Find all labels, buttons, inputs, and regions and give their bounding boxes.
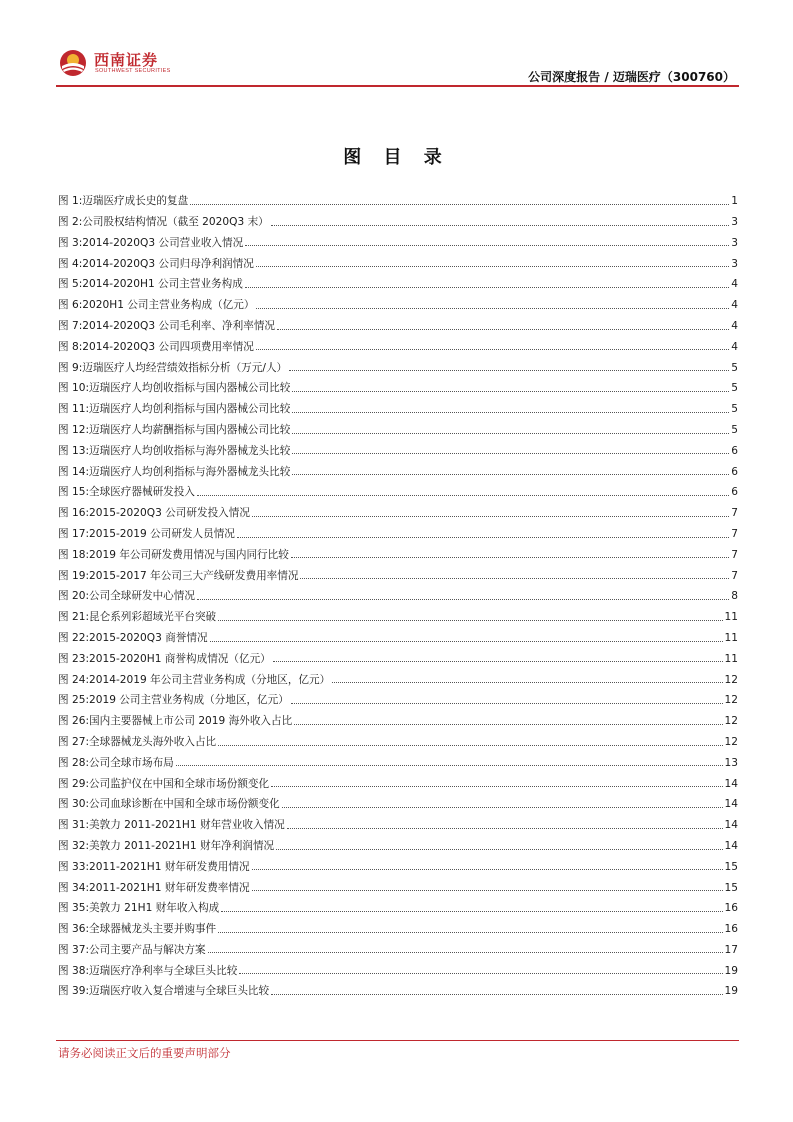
toc-entry-page: 12 [724, 673, 738, 686]
toc-leader-dots [239, 972, 722, 974]
toc-entry[interactable] [58, 623, 738, 644]
toc-entry[interactable] [58, 186, 738, 207]
toc-entry-label: 图 10: [58, 382, 90, 395]
toc-entry-label: 图 31: [58, 819, 90, 832]
report-title: 公司深度报告 / 迈瑞医疗（300760） [528, 70, 735, 84]
toc-leader-dots [292, 473, 729, 475]
toc-leader-dots [245, 244, 729, 246]
toc-entry-label: 图 11: [58, 403, 90, 416]
toc-entry[interactable] [58, 644, 738, 665]
toc-entry-label: 图 1: [58, 195, 83, 208]
toc-entry-title: 美敦力 2011-2021H1 财年营业收入情况 [89, 819, 285, 832]
toc-entry-title: 全球器械龙头海外收入占比 [89, 735, 217, 748]
toc-entry[interactable] [58, 373, 738, 394]
toc-entry-page: 6 [731, 465, 738, 478]
toc-entry-page: 11 [724, 631, 738, 644]
toc-leader-dots [197, 494, 729, 496]
toc-entry-title: 2020H1 公司主营业务构成（亿元） [82, 299, 255, 312]
toc-entry-page: 6 [731, 486, 738, 499]
toc-entry-title: 2015-2019 公司研发人员情况 [89, 527, 235, 540]
toc-entry[interactable] [58, 685, 738, 706]
toc-entry-title: 公司血球诊断在中国和全球市场份额变化 [89, 798, 280, 811]
toc-entry[interactable] [58, 290, 738, 311]
toc-entry-title: 全球医疗器械研发投入 [89, 486, 195, 499]
toc-entry-label: 图 13: [58, 444, 90, 457]
toc-entry[interactable] [58, 831, 738, 852]
toc-entry-title: 迈瑞医疗收入复合增速与全球巨头比较 [89, 985, 270, 998]
toc-leader-dots [292, 452, 729, 454]
toc-leader-dots [291, 556, 729, 558]
toc-entry-page: 12 [724, 694, 738, 707]
toc-entry-page: 3 [731, 257, 738, 270]
toc-entry-label: 图 4: [58, 257, 83, 270]
toc-entry-page: 4 [731, 299, 738, 312]
toc-entry-page: 1 [731, 195, 738, 208]
toc-leader-dots [291, 702, 723, 704]
toc-leader-dots [245, 286, 729, 288]
toc-entry-title: 2015-2017 年公司三大产线研发费用率情况 [89, 569, 299, 582]
toc-entry-page: 7 [731, 548, 738, 561]
toc-entry-label: 图 12: [58, 423, 90, 436]
toc-leader-dots [276, 848, 722, 850]
toc-entry-title: 迈瑞医疗人均经营绩效指标分析（万元/人） [82, 361, 288, 374]
toc-entry-label: 图 28: [58, 756, 90, 769]
toc-leader-dots [252, 889, 723, 891]
toc-entry-label: 图 19: [58, 569, 90, 582]
toc-leader-dots [237, 536, 729, 538]
toc-leader-dots [287, 827, 723, 829]
figure-table-of-contents [58, 186, 738, 997]
toc-entry[interactable] [58, 581, 738, 602]
header-divider [56, 85, 739, 87]
toc-entry-label: 图 26: [58, 715, 90, 728]
toc-entry[interactable] [58, 893, 738, 914]
toc-entry-page: 4 [731, 278, 738, 291]
toc-leader-dots [332, 681, 722, 683]
toc-entry[interactable] [58, 352, 738, 373]
toc-entry-label: 图 27: [58, 735, 90, 748]
toc-leader-dots [273, 660, 723, 662]
toc-entry-page: 7 [731, 507, 738, 520]
toc-leader-dots [197, 598, 729, 600]
toc-entry-page: 7 [731, 569, 738, 582]
toc-entry-title: 2015-2020Q3 商誉情况 [89, 631, 208, 644]
toc-entry[interactable] [58, 248, 738, 269]
toc-entry-page: 19 [724, 964, 738, 977]
toc-entry[interactable] [58, 332, 738, 353]
toc-entry[interactable] [58, 498, 738, 519]
company-logo [58, 44, 188, 80]
toc-entry-label: 图 23: [58, 652, 90, 665]
toc-entry-title: 公司监护仪在中国和全球市场份额变化 [89, 777, 270, 790]
toc-entry-label: 图 30: [58, 798, 90, 811]
toc-entry-page: 6 [731, 444, 738, 457]
toc-entry-title: 美敦力 2011-2021H1 财年净利润情况 [89, 839, 275, 852]
toc-entry-title: 迈瑞医疗净利率与全球巨头比较 [89, 964, 238, 977]
toc-entry[interactable] [58, 394, 738, 415]
toc-entry-label: 图 33: [58, 860, 90, 873]
toc-entry-title: 2014-2020Q3 公司归母净利润情况 [82, 257, 254, 270]
toc-entry-title: 2014-2020H1 公司主营业务构成 [82, 278, 243, 291]
toc-entry-label: 图 24: [58, 673, 90, 686]
toc-entry-label: 图 20: [58, 590, 90, 603]
toc-entry-label: 图 2: [58, 216, 83, 228]
footer-notice: 请务必阅读正文后的重要声明部分 [58, 1046, 231, 1060]
toc-entry-page: 14 [724, 777, 738, 790]
toc-entry-title: 迈瑞医疗人均创利指标与海外器械龙头比较 [89, 465, 291, 478]
toc-entry[interactable] [58, 914, 738, 935]
toc-leader-dots [218, 931, 722, 933]
toc-entry-label: 图 18: [58, 548, 90, 561]
toc-entry-title: 2011-2021H1 财年研发费用情况 [89, 860, 250, 873]
toc-entry-page: 14 [724, 819, 738, 832]
toc-entry-page: 4 [731, 340, 738, 353]
toc-entry-label: 图 35: [58, 902, 90, 915]
toc-entry[interactable] [58, 540, 738, 561]
toc-entry-label: 图 9: [58, 361, 83, 374]
toc-entry[interactable] [58, 436, 738, 457]
toc-leader-dots [208, 951, 723, 953]
toc-entry-label: 图 5: [58, 278, 83, 291]
toc-entry-page: 13 [724, 756, 738, 769]
toc-entry[interactable] [58, 560, 738, 581]
toc-entry-page: 16 [724, 902, 738, 915]
toc-entry-title: 公司主要产品与解决方案 [89, 943, 206, 956]
toc-leader-dots [294, 723, 722, 725]
toc-leader-dots [271, 224, 729, 226]
toc-entry-title: 2014-2019 年公司主营业务构成（分地区，亿元） [89, 673, 331, 686]
toc-entry-label: 图 36: [58, 923, 90, 936]
toc-entry[interactable] [58, 976, 738, 997]
toc-entry-title: 迈瑞医疗人均创收指标与海外器械龙头比较 [89, 444, 291, 457]
toc-entry-title: 公司全球研发中心情况 [89, 590, 195, 603]
toc-leader-dots [221, 910, 722, 912]
toc-entry[interactable] [58, 955, 738, 976]
toc-entry-label: 图 15: [58, 486, 90, 499]
toc-entry-title: 2014-2020Q3 公司四项费用率情况 [82, 340, 254, 353]
toc-entry[interactable] [58, 456, 738, 477]
toc-leader-dots [252, 515, 729, 517]
toc-leader-dots [252, 868, 723, 870]
toc-entry[interactable] [58, 789, 738, 810]
toc-entry-page: 19 [724, 985, 738, 998]
toc-entry-label: 图 25: [58, 694, 90, 707]
toc-entry-page: 15 [724, 881, 738, 894]
toc-entry-title: 2019 公司主营业务构成（分地区，亿元） [89, 694, 289, 707]
logo-english-name: SOUTHWEST SECURITIES [95, 68, 171, 74]
toc-leader-dots [256, 307, 729, 309]
toc-entry-page: 11 [724, 652, 738, 665]
toc-entry-page: 12 [724, 735, 738, 748]
toc-entry-label: 图 16: [58, 507, 90, 520]
toc-entry-page: 8 [731, 590, 738, 603]
logo-chinese-name: 西南证券 [94, 51, 159, 69]
logo-sun-icon [58, 48, 88, 78]
toc-entry-title: 2014-2020Q3 公司营业收入情况 [82, 236, 244, 249]
toc-entry-title: 2015-2020H1 商誉构成情况（亿元） [89, 652, 271, 665]
toc-leader-dots [176, 764, 723, 766]
toc-leader-dots [256, 265, 729, 267]
toc-entry[interactable] [58, 602, 738, 623]
toc-leader-dots [282, 806, 723, 808]
toc-entry-title: 公司全球市场布局 [89, 756, 174, 769]
toc-entry-page: 14 [724, 798, 738, 811]
toc-entry-page: 5 [731, 361, 738, 374]
toc-entry-title: 迈瑞医疗人均薪酬指标与国内器械公司比较 [89, 423, 291, 436]
toc-entry-page: 12 [724, 715, 738, 728]
toc-entry-label: 图 22: [58, 631, 90, 644]
toc-entry-title: 2014-2020Q3 公司毛利率、净利率情况 [82, 319, 276, 332]
toc-entry[interactable] [58, 477, 738, 498]
toc-entry[interactable] [58, 311, 738, 332]
toc-entry[interactable] [58, 935, 738, 956]
toc-entry[interactable] [58, 269, 738, 290]
toc-entry-label: 图 38: [58, 964, 90, 977]
toc-entry[interactable] [58, 519, 738, 540]
toc-entry[interactable] [58, 768, 738, 789]
toc-entry-title: 迈瑞医疗成长史的复盘 [82, 195, 189, 208]
toc-entry-page: 3 [731, 236, 738, 249]
toc-entry[interactable] [58, 415, 738, 436]
toc-entry-title: 全球器械龙头主要并购事件 [89, 923, 217, 936]
toc-entry-label: 图 17: [58, 527, 90, 540]
toc-leader-dots [256, 348, 729, 350]
toc-entry-label: 图 32: [58, 839, 90, 852]
toc-entry[interactable] [58, 748, 738, 769]
toc-entry-label: 图 29: [58, 777, 90, 790]
toc-entry[interactable] [58, 727, 738, 748]
toc-entry[interactable] [58, 706, 738, 727]
toc-leader-dots [292, 411, 729, 413]
toc-entry-title: 迈瑞医疗人均创收指标与国内器械公司比较 [89, 382, 291, 395]
toc-entry-title: 2015-2020Q3 公司研发投入情况 [89, 507, 250, 520]
toc-entry-page: 11 [724, 611, 738, 624]
toc-entry-page: 7 [731, 527, 738, 540]
toc-leader-dots [300, 577, 729, 579]
toc-entry-label: 图 6: [58, 299, 83, 312]
toc-entry-label: 图 8: [58, 340, 83, 353]
toc-leader-dots [292, 390, 729, 392]
toc-leader-dots [289, 369, 729, 371]
toc-entry-label: 图 3: [58, 236, 83, 249]
toc-entry-label: 图 7: [58, 319, 83, 332]
toc-entry[interactable] [58, 872, 738, 893]
toc-entry[interactable] [58, 852, 738, 873]
footer-divider [56, 1040, 739, 1041]
toc-entry-page: 5 [731, 423, 738, 436]
toc-entry-page: 14 [724, 839, 738, 852]
toc-leader-dots [277, 328, 729, 330]
toc-entry-title: 国内主要器械上市公司 2019 海外收入占比 [89, 715, 293, 728]
toc-entry-page: 3 [731, 216, 738, 228]
toc-entry-title: 昆仑系列彩超域光平台突破 [89, 611, 217, 624]
toc-entry-title: 美敦力 21H1 财年收入构成 [89, 902, 220, 915]
toc-entry-title: 迈瑞医疗人均创利指标与国内器械公司比较 [89, 403, 291, 416]
toc-entry-label: 图 37: [58, 943, 90, 956]
toc-entry-title: 2019 年公司研发费用情况与国内同行比较 [89, 548, 289, 561]
toc-entry-label: 图 34: [58, 881, 90, 894]
toc-entry-label: 图 21: [58, 611, 90, 624]
toc-entry-page: 16 [724, 923, 738, 936]
toc-entry-label: 图 14: [58, 465, 90, 478]
toc-entry-page: 4 [731, 319, 738, 332]
toc-entry-page: 15 [724, 860, 738, 873]
toc-entry-title: 2011-2021H1 财年研发费率情况 [89, 881, 250, 894]
toc-leader-dots [210, 640, 723, 642]
toc-leader-dots [218, 619, 722, 621]
toc-leader-dots [218, 744, 722, 746]
toc-entry-page: 5 [731, 403, 738, 416]
toc-leader-dots [190, 203, 729, 205]
toc-entry[interactable] [58, 810, 738, 831]
toc-entry-title: 公司股权结构情况（截至 2020Q3 末） [82, 216, 269, 228]
toc-entry[interactable] [58, 664, 738, 685]
toc-leader-dots [271, 993, 722, 995]
toc-leader-dots [292, 432, 729, 434]
toc-entry[interactable] [58, 228, 738, 249]
toc-entry-page: 5 [731, 382, 738, 395]
toc-entry-label: 图 39: [58, 985, 90, 998]
toc-entry-page: 17 [724, 943, 738, 956]
toc-leader-dots [271, 785, 722, 787]
toc-entry[interactable] [58, 207, 738, 228]
page-title: 图 目 录 [343, 147, 450, 168]
